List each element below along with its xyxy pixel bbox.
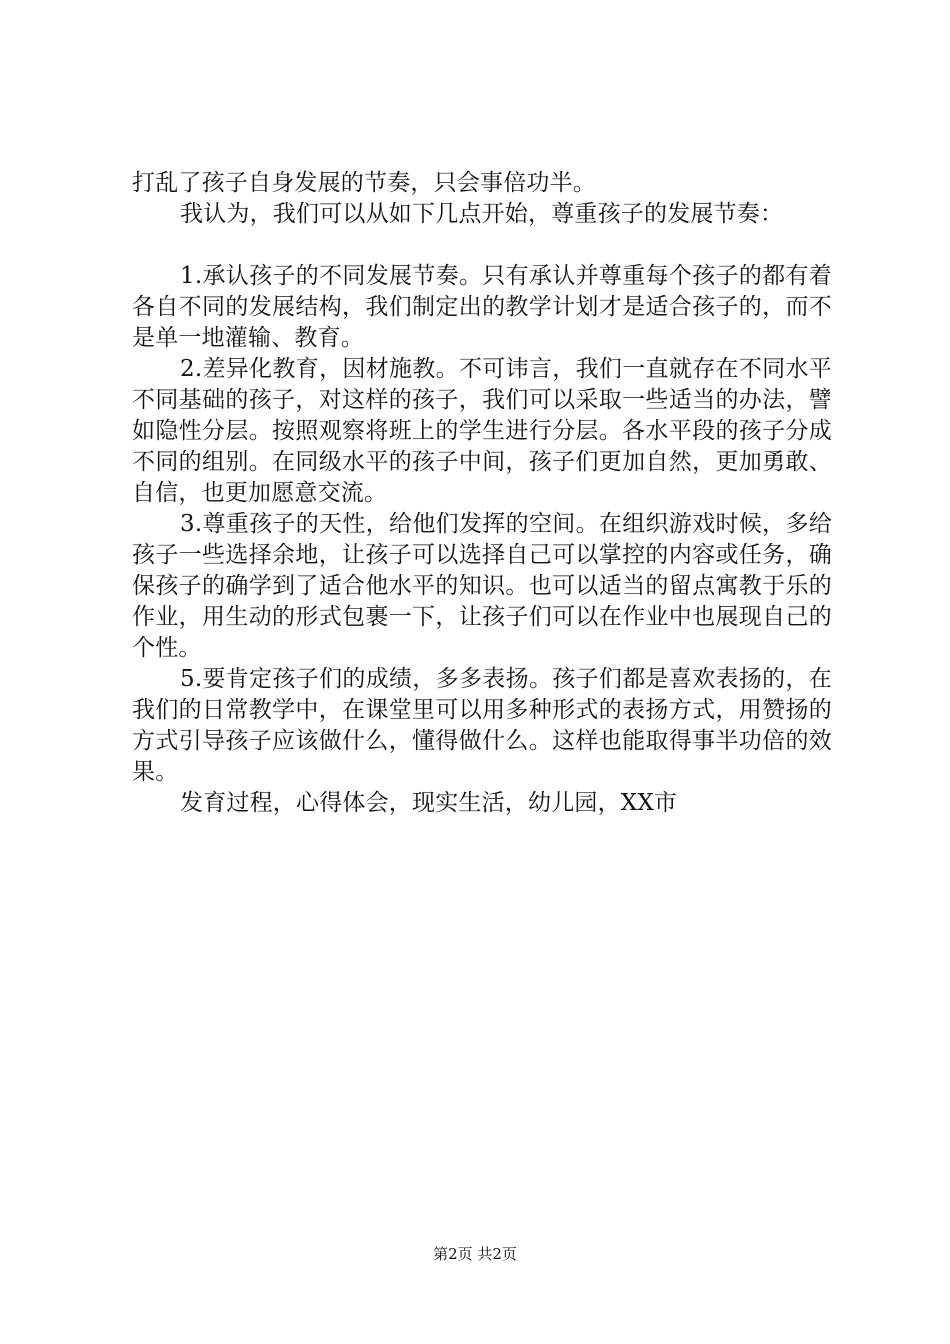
paragraph-continuation: 打乱了孩子自身发展的节奏，只会事倍功半。: [132, 170, 596, 196]
paragraph-point-1: 1.承认孩子的不同发展节奏。只有承认并尊重每个孩子的都有着各自不同的发展结构，我们制定出的教学计划才是适合孩子的，而不是单一地灌输、教育。: [132, 263, 832, 351]
keywords-line: 发育过程，心得体会，现实生活，幼儿园，XX市: [180, 790, 678, 816]
document-body: [132, 168, 832, 819]
page-number-footer: 第2页 共2页: [433, 1245, 517, 1263]
paragraph-spacer: [132, 230, 832, 261]
paragraph-point-5: 5.要肯定孩子们的成绩，多多表扬。孩子们都是喜欢表扬的，在我们的日常教学中，在课堂里可以用多种形式的表扬方式，用赞扬的方式引导孩子应该做什么，懂得做什么。这样也能取得事半功倍的效果。: [132, 666, 832, 785]
paragraph-point-3: 3.尊重孩子的天性，给他们发挥的空间。在组织游戏时候，多给孩子一些选择余地，让孩子可以选择自己可以掌控的内容或任务，确保孩子的确学到了适合他水平的知识。也可以适当的留点寓教于乐的作业，用生动的形式包裹一下，让孩子们可以在作业中也展现自己的个性。: [132, 511, 832, 661]
paragraph-intro: 我认为，我们可以从如下几点开始，尊重孩子的发展节奏：: [180, 201, 784, 227]
paragraph-point-2: 2.差异化教育，因材施教。不可讳言，我们一直就存在不同水平不同基础的孩子，对这样的孩子，我们可以采取一些适当的办法，譬如隐性分层。按照观察将班上的学生进行分层。各水平段的孩子分成不同的组别。在同级水平的孩子中间，孩子们更加自然，更加勇敢、自信，也更加愿意交流。: [132, 356, 832, 506]
